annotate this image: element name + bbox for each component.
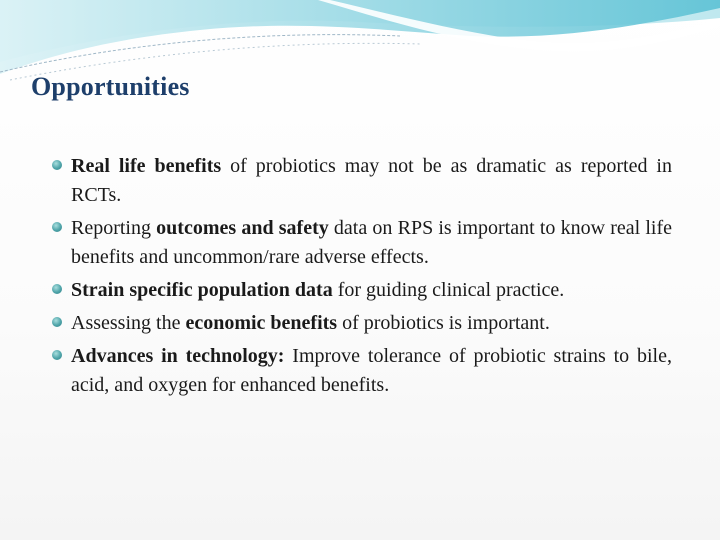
bullet-text: data on RPS is important to know real life benefits and uncommon/rare adverse effects. <box>71 217 672 268</box>
bullet-list <box>52 152 672 404</box>
bullet-bold-text: economic benefits <box>185 312 338 334</box>
bullet-dot-icon <box>52 284 62 294</box>
bullet-dot-icon <box>52 350 62 360</box>
bullet-dot-icon <box>52 317 62 327</box>
bullet-text: for guiding clinical practice. <box>332 279 565 301</box>
bullet-dot-icon <box>52 160 62 170</box>
bullet-text: Improve tolerance of probiotic strains to bile, acid, and oxygen for enhanced benefits. <box>71 345 672 396</box>
bullet-item <box>52 152 672 210</box>
bullet-bold-text: Advances in technology: <box>71 345 285 367</box>
bullet-bold-text: outcomes and safety <box>156 217 329 239</box>
bullet-item <box>52 342 672 400</box>
bullet-bold-text: Real life benefits <box>71 155 222 177</box>
bullet-text: Reporting <box>71 217 157 239</box>
slide-title: Opportunities <box>31 72 190 101</box>
bullet-bold-text: Strain specific population data <box>71 279 333 301</box>
bullet-text: of probiotics is important. <box>337 312 550 334</box>
bullet-text: Assessing the <box>71 312 186 334</box>
bullet-item <box>52 276 672 305</box>
bullet-dot-icon <box>52 222 62 232</box>
bullet-item <box>52 309 672 338</box>
bullet-text: of probiotics may not be as dramatic as reported in RCTs. <box>71 155 672 206</box>
bullet-item <box>52 214 672 272</box>
